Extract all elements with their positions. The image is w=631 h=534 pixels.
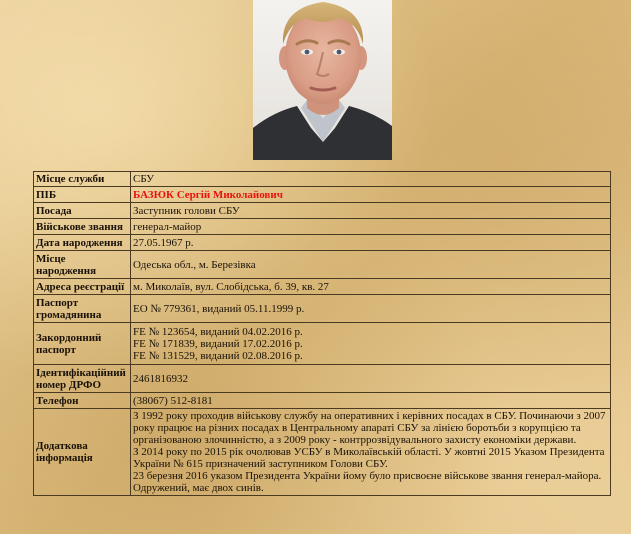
person-portrait-icon [253, 0, 392, 160]
foreign-passport-2: FE № 171839, виданий 17.02.2016 р. [133, 337, 303, 350]
row-birth-date [34, 235, 611, 251]
value-tax-id: 2461816932 [131, 365, 611, 393]
label-passport-line-1: Паспорт [36, 296, 79, 309]
label-address: Адреса реєстрації [34, 279, 131, 295]
row-additional-info [34, 409, 611, 496]
value-place-of-service: СБУ [131, 172, 611, 187]
row-birth-place [34, 251, 611, 279]
label-additional-info-line-2: інформація [36, 452, 93, 464]
label-place-of-service: Місце служби [34, 172, 131, 187]
label-additional-info [34, 409, 131, 496]
value-phone: (38067) 512-8181 [131, 393, 611, 409]
label-birth-place-line-2: народження [36, 264, 97, 277]
row-phone [34, 393, 611, 409]
label-passport-line-2: громадянина [36, 308, 102, 321]
value-foreign-passport [131, 323, 611, 365]
label-tax-id-line-2: номер ДРФО [36, 378, 102, 391]
row-foreign-passport [34, 323, 611, 365]
row-place-of-service [34, 172, 611, 187]
value-full-name: БАЗЮК Сергій Миколайович [131, 187, 611, 203]
label-additional-info-line-1: Додаткова [36, 440, 88, 452]
value-birth-place: Одеська обл., м. Березівка [131, 251, 611, 279]
foreign-passport-1: FE № 123654, виданий 04.02.2016 р. [133, 325, 303, 338]
bio-paragraph-1: З 1992 року проходив військову службу на оперативних і керівних посадах в СБУ. Починаючи з 2007 року працює на різних посадах в Центральному апараті СБУ за лінією боротьби з корупцією та організованою злочинністю, а з 2009 року - контррозвідувального захисту економіки держави. [133, 410, 606, 446]
value-passport: ЕО № 779361, виданий 05.11.1999 р. [131, 295, 611, 323]
label-tax-id-line-1: Ідентифікаційний [36, 366, 126, 379]
label-passport [34, 295, 131, 323]
bio-paragraph-3: 23 березня 2016 указом Президента України йому було присвоєне військове звання генерал-майора. [133, 470, 602, 482]
row-position [34, 203, 611, 219]
label-birth-place [34, 251, 131, 279]
value-military-rank: генерал-майор [131, 219, 611, 235]
label-foreign-passport-line-1: Закордонний [36, 331, 102, 344]
label-foreign-passport [34, 323, 131, 365]
bio-paragraph-2: З 2014 року по 2015 рік очолював УСБУ в Миколаївській області. У жовтні 2015 Указом Президента України № 615 призначений заступником Голови СБУ. [133, 446, 605, 470]
row-full-name [34, 187, 611, 203]
foreign-passport-3: FE № 131529, виданий 02.08.2016 р. [133, 349, 303, 362]
label-position: Посада [34, 203, 131, 219]
label-military-rank: Військове звання [34, 219, 131, 235]
label-tax-id [34, 365, 131, 393]
label-full-name: ПІБ [34, 187, 131, 203]
row-passport [34, 295, 611, 323]
bio-paragraph-4: Одружений, має двох синів. [133, 482, 264, 494]
label-foreign-passport-line-2: паспорт [36, 343, 76, 356]
label-birth-date: Дата народження [34, 235, 131, 251]
value-birth-date: 27.05.1967 р. [131, 235, 611, 251]
label-birth-place-line-1: Місце [36, 252, 66, 265]
value-additional-info [131, 409, 611, 496]
row-tax-id [34, 365, 611, 393]
row-military-rank [34, 219, 611, 235]
row-address [34, 279, 611, 295]
value-address: м. Миколаїв, вул. Слобідська, б. 39, кв. 27 [131, 279, 611, 295]
value-position: Заступник голови СБУ [131, 203, 611, 219]
person-photo [253, 0, 392, 160]
info-table [33, 171, 611, 496]
label-phone: Телефон [34, 393, 131, 409]
